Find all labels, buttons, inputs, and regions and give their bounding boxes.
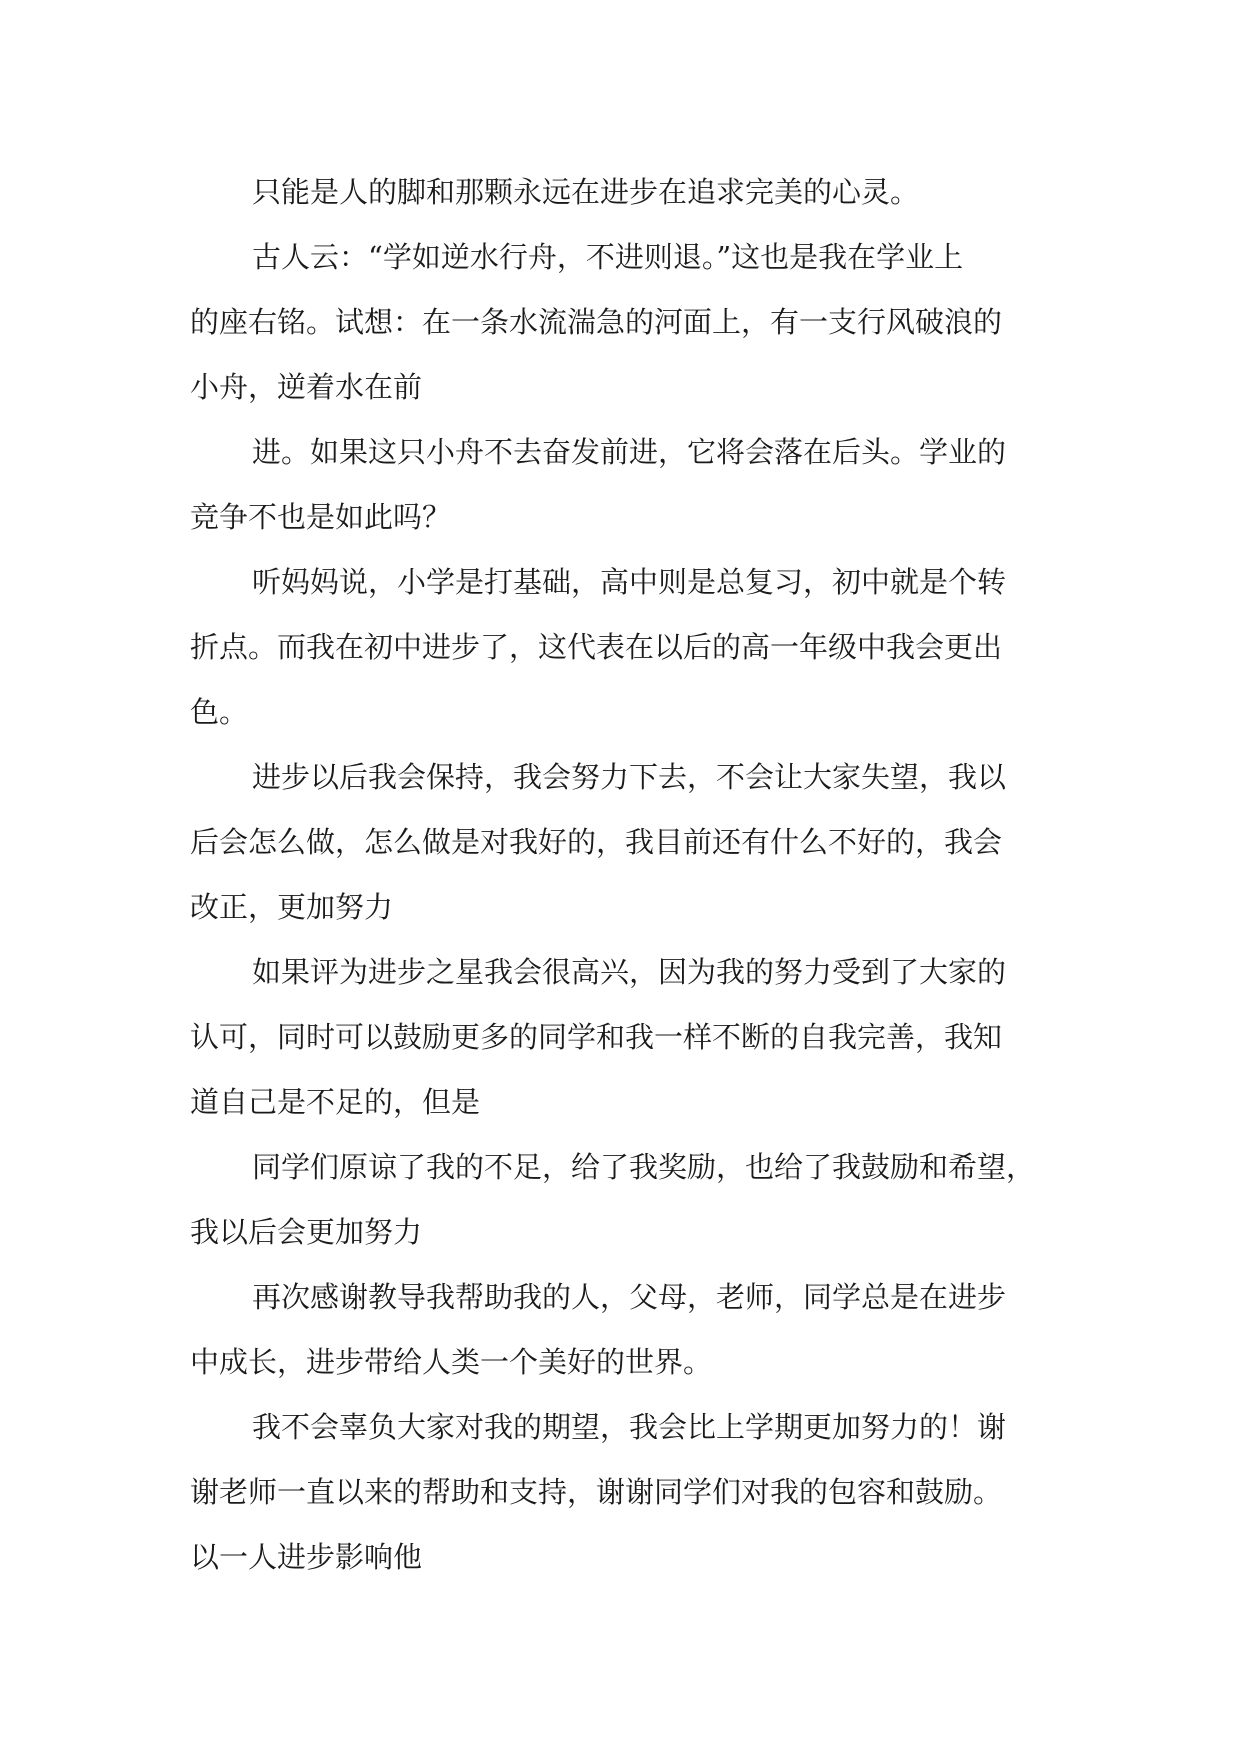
text-line: 进步以后我会保持，我会努力下去，不会让大家失望，我以 — [252, 760, 1007, 794]
text-line: 再次感谢教导我帮助我的人，父母，老师，同学总是在进步 — [252, 1280, 1007, 1314]
text-line: 进。如果这只小舟不去奋发前进，它将会落在后头。学业的 — [252, 435, 1007, 469]
text-line: 色。 — [190, 695, 249, 729]
text-line: 小舟，逆着水在前 — [190, 370, 423, 404]
body-text — [190, 160, 1060, 1590]
text-line: 改正，更加努力 — [190, 890, 394, 924]
text-line: 我以后会更加努力 — [190, 1215, 423, 1249]
text-line: 听妈妈说，小学是打基础，高中则是总复习，初中就是个转 — [252, 565, 1007, 599]
text-line: 我不会辜负大家对我的期望，我会比上学期更加努力的！谢 — [252, 1410, 1007, 1444]
text-line: 古人云：“学如逆水行舟，不进则退。”这也是我在学业上 — [252, 240, 964, 274]
text-line: 同学们原谅了我的不足，给了我奖励，也给了我鼓励和希望， — [252, 1150, 1036, 1184]
text-line: 后会怎么做，怎么做是对我好的，我目前还有什么不好的，我会 — [190, 825, 1003, 859]
text-line: 中成长，进步带给人类一个美好的世界。 — [190, 1345, 713, 1379]
text-line: 只能是人的脚和那颗永远在进步在追求完美的心灵。 — [252, 175, 920, 209]
text-line: 以一人进步影响他 — [190, 1540, 423, 1574]
text-line: 折点。而我在初中进步了，这代表在以后的高一年级中我会更出 — [190, 630, 1003, 664]
text-line: 竞争不也是如此吗？ — [190, 500, 452, 534]
text-line: 如果评为进步之星我会很高兴，因为我的努力受到了大家的 — [252, 955, 1007, 989]
text-line: 的座右铭。试想：在一条水流湍急的河面上，有一支行风破浪的 — [190, 305, 1003, 339]
text-line: 认可，同时可以鼓励更多的同学和我一样不断的自我完善，我知 — [190, 1020, 1003, 1054]
text-line: 谢老师一直以来的帮助和支持，谢谢同学们对我的包容和鼓励。 — [190, 1475, 1003, 1509]
text-line: 道自己是不足的，但是 — [190, 1085, 481, 1119]
